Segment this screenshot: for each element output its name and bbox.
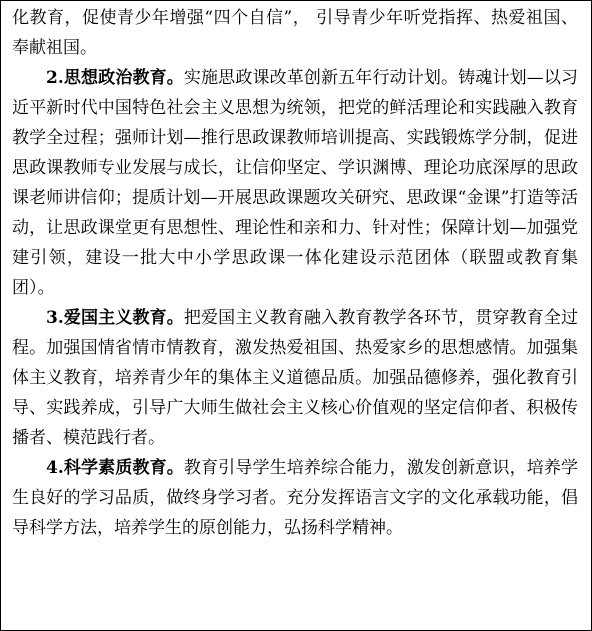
paragraph-body: 教育引导学生培养综合能力，激发创新意识，培养学生良好的学习品质，做终身学习者。充分发挥语言文字的文化承载功能，倡导科学方法，培养学生的原创能力，弘扬科学精神。 xyxy=(12,458,579,538)
paragraph-body: 把爱国主义教育融入教育教学各环节，贯穿教育全过程。加强国情省情市情教育，激发热爱祖国、热爱家乡的思想感情。加强集体主义教育，培养青少年的集体主义道德品质。加强品德修养，强化教育引导、实践养成，引导广大师生做社会主义核心价值观的坚定信仰者、积极传播者、模范践行者。 xyxy=(12,308,579,448)
section-heading: 3.爱国主义教育。 xyxy=(46,308,184,328)
paragraph-body: 实施思政课改革创新五年行动计划。铸魂计划—以习近平新时代中国特色社会主义思想为统领，把党的鲜活理论和实践融入教育教学全过程；强师计划—推行思政课教师培训提高、实践锻炼学分制，促进思政课教师专业发展与成长，让信仰坚定、学识渊博、理论功底深厚的思政课老师讲信仰；提质计划—开展思政课题攻关研究、思政课“金课”打造等活动，让思政课堂更有思想性、理论性和亲和力、针对性；保障计划—加强党建引领，建设一批大中小学思政课一体化建设示范团体（联盟或教育集团）。 xyxy=(12,68,579,298)
paragraph-science-literacy-education xyxy=(12,453,578,543)
paragraph-patriotism-education xyxy=(12,303,578,453)
section-heading: 2.思想政治教育。 xyxy=(46,68,184,88)
paragraph-continuation xyxy=(12,3,578,63)
section-heading: 4.科学素质教育。 xyxy=(46,458,184,478)
paragraph-body: 化教育，促使青少年增强“四个自信”， 引导青少年听党指挥、热爱祖国、奉献祖国。 xyxy=(12,8,578,58)
paragraph-ideological-political-education xyxy=(12,63,578,303)
